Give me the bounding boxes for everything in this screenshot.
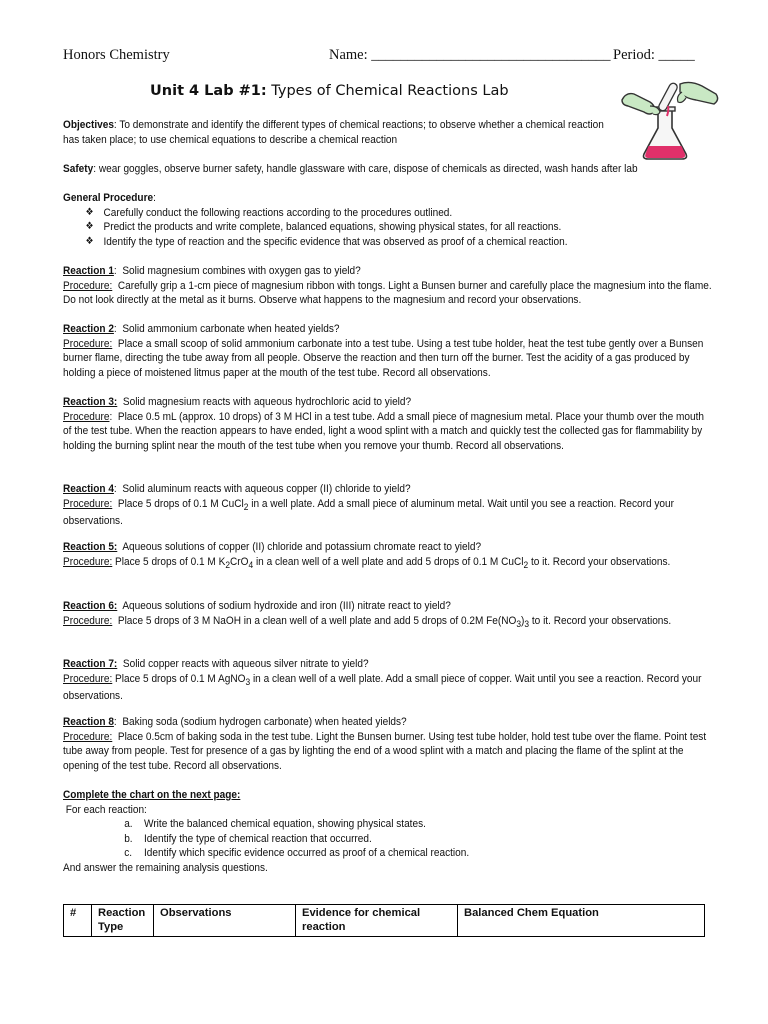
reaction-question: Solid magnesium combines with oxygen gas to yield?: [122, 265, 361, 277]
reaction-label: Reaction 8: [63, 716, 114, 728]
list-item: b. Identify the type of chemical reaction that occurred.: [124, 832, 372, 845]
list-item: c. Identify which specific evidence occurred as proof of a chemical reaction.: [124, 847, 470, 859]
procedure-text: Place 5 drops of 3 M NaOH in a clean well of a well plate and add 5 drops of 0.2M $Fe(NO_3)_3$ to it. Record your observations.: [117, 614, 672, 629]
procedure-label: Procedure:: [63, 614, 113, 627]
column-header-evidence: Evidence for chemical reaction: [296, 905, 458, 937]
lab-title: [150, 83, 509, 99]
procedure-text: Place 5 drops of 0.1 M $K_2CrO_4$ in a clean well of a well plate and add 5 drops of 0.1 M CuCl$_2$ to it. Record your observations.: [115, 555, 671, 570]
column-header-reaction-type: Reaction Type: [92, 905, 154, 937]
lab-title-name: Types of Chemical Reactions Lab: [271, 83, 509, 99]
results-table: [63, 904, 705, 937]
safety-label: Safety: [63, 163, 94, 175]
reaction-label: Reaction 2: [63, 323, 114, 335]
reaction-label: Reaction 7:: [63, 658, 118, 670]
reaction-5: [63, 540, 713, 572]
procedure-label: Procedure:: [63, 730, 113, 743]
reaction-question: Solid magnesium reacts with aqueous hydrochloric acid to yield?: [122, 396, 412, 408]
reaction-3: Reaction 3: Solid magnesium reacts with aqueous hydrochloric acid to yield? Procedure: Place 0.5 mL (approx. 10 drops) of 3 M HCl in a test tube. Add a small piece of magnesium metal. Place your thumb over the mouth of the test tube. When the reaction appears to have ended, light a wood splint with a match and quickly test the collected gas for flammability by holding the burning splint near the mouth of the test tube when you remove your thumb. Record all observations.: [63, 396, 705, 452]
procedure-label: Procedure:: [63, 337, 113, 350]
name-field[interactable]: Name: _________________________________: [329, 47, 611, 63]
chart-instructions: [63, 788, 713, 875]
chart-instructions-closing: And answer the remaining analysis questions.: [63, 861, 268, 874]
procedure-text: Place 0.5 mL (approx. 10 drops) of 3 M HCl in a test tube. Add a small piece of magnesium metal. Place your thumb over the mouth of the test tube. When the reaction appears to have ended, light a wood splint with a match and quickly test the collected gas for flammability by holding the burning splint near the mouth of the test tube when you remove your thumb. Record all observations.: [63, 410, 705, 452]
procedure-text: Place 5 drops of 0.1 M CuCl$_2$ in a well plate. Add a small piece of aluminum metal. Wait until you see a reaction. Record your observations.: [63, 497, 674, 528]
reaction-label: Reaction 1: [63, 265, 114, 277]
reaction-7: [63, 657, 713, 704]
chart-instructions-heading: Complete the chart on the next page:: [63, 789, 241, 801]
course-name: Honors Chemistry: [63, 47, 170, 63]
reaction-question: Aqueous solutions of sodium hydroxide and iron (III) nitrate react to yield?: [122, 600, 451, 612]
reaction-1: Reaction 1: Solid magnesium combines with oxygen gas to yield? Procedure: Carefully grip a 1-cm piece of magnesium ribbon with tongs. Light a Bunsen burner and carefully place the magnesium into the flame. Do not look directly at the metal as it burns. Observe what happens to the magnesium and record your observations.: [63, 265, 712, 306]
general-procedure-list: [63, 206, 713, 250]
reaction-label: Reaction 4: [63, 483, 114, 495]
list-item: a. Write the balanced chemical equation, showing physical states.: [124, 818, 426, 830]
reaction-4: Reaction 4: Solid aluminum reacts with aqueous copper (II) chloride to yield? Procedure: Place 5 drops of 0.1 M CuCl$_2$ in a well plate. Add a small piece of aluminum metal. Wait until you see a reaction. Record your observations.: [63, 483, 674, 528]
procedure-label: Procedure:: [63, 555, 113, 568]
procedure-label: Procedure: [63, 410, 110, 423]
objectives-section: [63, 118, 619, 147]
procedure-label: Procedure:: [63, 279, 113, 292]
reaction-question: Baking soda (sodium hydrogen carbonate) when heated yields?: [122, 716, 407, 728]
column-header-balanced-equation: Balanced Chem Equation: [458, 905, 705, 937]
reaction-label: Reaction 6:: [63, 600, 118, 612]
reaction-question: Solid copper reacts with aqueous silver nitrate to yield?: [122, 658, 369, 670]
chart-instructions-list: [63, 817, 713, 861]
objectives-text: : To demonstrate and identify the different types of chemical reactions; to observe whether a chemical reaction has taken place; to use chemical equations to describe a chemical reaction: [63, 119, 604, 146]
flask-liquid: [645, 146, 685, 158]
general-procedure-label: General Procedure: [63, 192, 154, 204]
chart-instructions-intro: For each reaction:: [65, 803, 147, 816]
lab-title-unit: Unit 4 Lab #1:: [150, 83, 267, 99]
list-item: ❖ Carefully conduct the following reactions according to the procedures outlined.: [86, 206, 713, 221]
procedure-text: Place 0.5cm of baking soda in the test tube. Light the Bunsen burner. Using test tube holder, hold test tube over the flame. Point test tube away from people. Test for presence of a gas by lighting the end of a wood splint with a match and placing the flame of the splint at the opening of the test tube. Record all observations.: [63, 730, 707, 772]
safety-section: [63, 162, 713, 177]
reaction-question: Aqueous solutions of copper (II) chloride and potassium chromate react to yield?: [122, 541, 482, 553]
reaction-2: Reaction 2: Solid ammonium carbonate when heated yields? Procedure: Place a small scoop of solid ammonium carbonate into a test tube. Using a test tube holder, heat the test tube gently over a Bunsen burner flame, directing the tube away from all people. Observe the reaction and then turn off the burner. Test the acidity of a gas produced by holding a piece of moistened litmus paper at the mouth of the test tube. Record all observations.: [63, 323, 704, 379]
column-header-observations: Observations: [154, 905, 296, 937]
reaction-6: [63, 599, 713, 631]
reaction-question: Solid aluminum reacts with aqueous copper (II) chloride to yield?: [122, 483, 411, 495]
table-header-row: [64, 905, 705, 937]
reaction-label: Reaction 3:: [63, 396, 118, 408]
general-procedure-section: General Procedure: ❖ Carefully conduct the following reactions according to the procedures outlined. ❖ Predict the products and write complete, balanced equations, showing physical states, for all reactions. ❖ Identify the type of reaction and the specific evidence that was observed as proof of a chemical reaction.: [63, 191, 713, 249]
procedure-text: Carefully grip a 1-cm piece of magnesium ribbon with tongs. Light a Bunsen burner and carefully place the magnesium into the flame. Do not look directly at the metal as it burns. Observe what happens to the magnesium and record your observations.: [63, 279, 712, 306]
objectives-label: Objectives: [63, 119, 114, 131]
safety-text: : wear goggles, observe burner safety, handle glassware with care, dispose of chemicals as directed, wash hands after lab: [93, 163, 638, 175]
procedure-text: Place a small scoop of solid ammonium carbonate into a test tube. Using a test tube holder, heat the test tube gently over a Bunsen burner flame, directing the tube away from all people. Observe the reaction and then turn off the burner. Test the acidity of a gas produced by holding a piece of moistened litmus paper at the mouth of the test tube. Record all observations.: [63, 337, 704, 379]
procedure-label: Procedure:: [63, 497, 113, 510]
reaction-question: Solid ammonium carbonate when heated yields?: [122, 323, 340, 335]
procedure-label: Procedure:: [63, 672, 113, 685]
reaction-label: Reaction 5:: [63, 541, 118, 553]
procedure-text: Place 5 drops of 0.1 M AgNO$_3$ in a clean well of a well plate. Add a small piece of copper. Wait until you see a reaction. Record your observations.: [63, 672, 702, 703]
list-item: ❖ Predict the products and write complete, balanced equations, showing physical states, for all reactions.: [86, 220, 713, 235]
list-item: ❖ Identify the type of reaction and the specific evidence that was observed as proof of a chemical reaction.: [86, 235, 713, 250]
column-header-number: #: [64, 905, 92, 937]
flask-illustration-icon: [620, 80, 720, 162]
reaction-8: Reaction 8: Baking soda (sodium hydrogen carbonate) when heated yields? Procedure: Place 0.5cm of baking soda in the test tube. Light the Bunsen burner. Using test tube holder, hold test tube over the flame. Point test tube away from people. Test for presence of a gas by lighting the end of a wood splint with a match and placing the flame of the splint at the opening of the test tube. Record all observations.: [63, 716, 707, 772]
period-field[interactable]: Period: _____: [613, 47, 695, 63]
